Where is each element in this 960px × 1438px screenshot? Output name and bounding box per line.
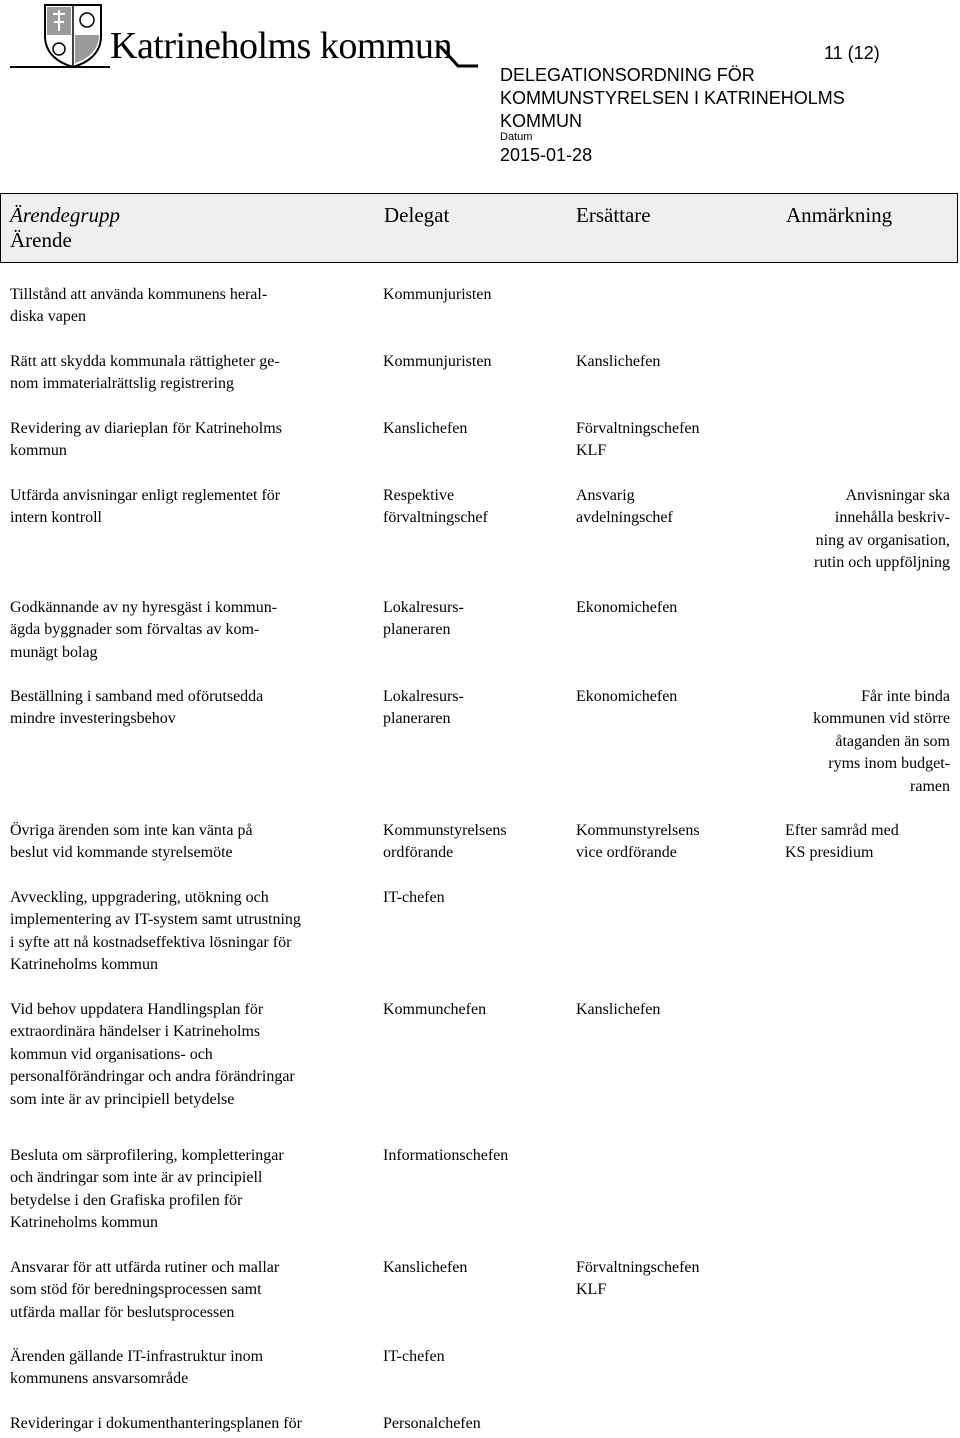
delegate-cell-line: Personalchefen bbox=[383, 1415, 481, 1432]
document-title-line: KOMMUN bbox=[500, 111, 582, 131]
remark-cell bbox=[785, 820, 960, 865]
remark-cell-line: ramen bbox=[910, 777, 950, 795]
delegate-cell bbox=[383, 597, 568, 642]
case-cell-line: Ärenden gällande IT-infrastruktur inom bbox=[10, 1348, 264, 1365]
delegate-cell bbox=[383, 1346, 568, 1368]
substitute-cell-line: avdelningschef bbox=[576, 509, 673, 527]
case-cell bbox=[10, 1346, 370, 1391]
case-cell-line: kommunens ansvarsområde bbox=[10, 1370, 189, 1388]
substitute-cell bbox=[576, 686, 776, 708]
substitute-cell-line: Ansvarig bbox=[576, 487, 635, 504]
delegate-cell-line: Informationschefen bbox=[383, 1147, 509, 1164]
substitute-cell-line: Förvaltningschefen bbox=[576, 420, 700, 437]
remark-cell-line: KS presidium bbox=[785, 844, 874, 862]
case-cell-line: kommun bbox=[10, 442, 67, 460]
logo-swoosh-icon bbox=[438, 40, 480, 70]
logo-text: Katrineholms kommun bbox=[110, 25, 452, 67]
substitute-cell-line: Kanslichefen bbox=[576, 353, 661, 370]
delegate-cell bbox=[383, 1413, 568, 1435]
case-cell bbox=[10, 999, 370, 1111]
delegate-cell-line: Kommunchefen bbox=[383, 1001, 487, 1018]
logo-underline bbox=[10, 66, 110, 68]
delegate-cell-line: Lokalresurs- bbox=[383, 599, 464, 616]
case-cell-line: Godkännande av ny hyresgäst i kommun- bbox=[10, 599, 278, 616]
delegate-cell-line: planeraren bbox=[383, 621, 451, 639]
document-title bbox=[500, 64, 845, 133]
case-cell-line: Katrineholms kommun bbox=[10, 1214, 158, 1232]
column-header-delegate: Delegat bbox=[384, 203, 450, 227]
substitute-cell-line: vice ordförande bbox=[576, 844, 677, 862]
case-cell bbox=[10, 597, 370, 664]
case-cell-line: nom immaterialrättslig registrering bbox=[10, 375, 234, 393]
table-header bbox=[0, 193, 958, 263]
substitute-cell bbox=[576, 820, 776, 865]
page-number: 11 (12) bbox=[824, 43, 880, 63]
date-label: Datum bbox=[500, 131, 533, 143]
remark-cell-line: ryms inom budget- bbox=[828, 755, 950, 773]
delegate-cell-line: Respektive bbox=[383, 487, 455, 504]
case-cell bbox=[10, 820, 370, 865]
remark-cell-line: åtaganden än som bbox=[835, 732, 950, 750]
delegate-cell-line: Kommunjuristen bbox=[383, 353, 492, 370]
case-cell-line: beslut vid kommande styrelsemöte bbox=[10, 844, 233, 862]
case-cell-line: Ansvarar för att utfärda rutiner och mallar bbox=[10, 1259, 280, 1276]
substitute-cell bbox=[576, 1257, 776, 1302]
case-cell bbox=[10, 686, 370, 731]
case-cell-line: Övriga ärenden som inte kan vänta på bbox=[10, 822, 253, 839]
remark-cell-line: Efter samråd med bbox=[785, 822, 899, 839]
column-header-substitute: Ersättare bbox=[576, 203, 651, 227]
case-cell-line: munägt bolag bbox=[10, 643, 98, 661]
case-cell bbox=[10, 485, 370, 530]
delegate-cell-line: ordförande bbox=[383, 844, 454, 862]
case-cell-line: diska vapen bbox=[10, 308, 86, 326]
case-cell-line: Katrineholms kommun bbox=[10, 956, 158, 974]
document-title-line: DELEGATIONSORDNING FÖR bbox=[500, 65, 755, 85]
remark-cell bbox=[755, 686, 950, 798]
substitute-cell bbox=[576, 597, 776, 619]
substitute-cell-line: Förvaltningschefen bbox=[576, 1259, 700, 1276]
remark-cell-line: rutin och uppföljning bbox=[814, 554, 950, 572]
case-cell-line: ägda byggnader som förvaltas av kom- bbox=[10, 621, 260, 639]
delegate-cell bbox=[383, 686, 568, 731]
substitute-cell-line: Ekonomichefen bbox=[576, 599, 678, 616]
substitute-cell-line: Kommunstyrelsens bbox=[576, 822, 700, 839]
delegate-cell-line: Kommunstyrelsens bbox=[383, 822, 507, 839]
delegate-cell bbox=[383, 1257, 568, 1279]
case-cell-line: betydelse i den Grafiska profilen för bbox=[10, 1191, 243, 1209]
delegate-cell-line: Kanslichefen bbox=[383, 1259, 468, 1276]
delegate-cell-line: IT-chefen bbox=[383, 1348, 445, 1365]
delegate-cell bbox=[383, 1145, 568, 1167]
delegate-cell bbox=[383, 887, 568, 909]
case-cell bbox=[10, 887, 370, 977]
delegate-cell-line: IT-chefen bbox=[383, 889, 445, 906]
case-cell-line: i syfte att nå kostnadseffektiva lösningar för bbox=[10, 933, 292, 951]
delegate-cell bbox=[383, 284, 568, 306]
substitute-cell-line: KLF bbox=[576, 442, 607, 460]
substitute-cell bbox=[576, 351, 776, 373]
delegate-cell-line: Kanslichefen bbox=[383, 420, 468, 437]
delegate-cell bbox=[383, 820, 568, 865]
document-title-line: KOMMUNSTYRELSEN I KATRINEHOLMS bbox=[500, 88, 845, 108]
case-cell-line: implementering av IT-system samt utrustning bbox=[10, 911, 301, 929]
delegate-cell-line: planeraren bbox=[383, 710, 451, 728]
case-cell-line: intern kontroll bbox=[10, 509, 102, 527]
remark-cell-line: innehålla beskriv- bbox=[834, 509, 950, 527]
delegate-cell bbox=[383, 351, 568, 373]
delegate-cell-line: förvaltningschef bbox=[383, 509, 488, 527]
case-cell-line: personalförändringar och andra förändringar bbox=[10, 1068, 295, 1086]
case-cell-line: Tillstånd att använda kommunens heral- bbox=[10, 286, 268, 303]
case-cell-line: Beställning i samband med oförutsedda bbox=[10, 688, 264, 705]
case-cell-line: och ändringar som inte är av principiell bbox=[10, 1169, 263, 1187]
case-cell bbox=[10, 284, 370, 329]
case-cell-line: Revideringar i dokumenthanteringsplanen för bbox=[10, 1415, 302, 1432]
case-cell-line: som stöd för beredningsprocessen samt bbox=[10, 1281, 262, 1299]
case-cell-line: Besluta om särprofilering, kompletteringar bbox=[10, 1147, 284, 1164]
delegate-cell bbox=[383, 999, 568, 1021]
substitute-cell-line: Ekonomichefen bbox=[576, 688, 678, 705]
remark-cell-line: Får inte binda bbox=[861, 688, 950, 705]
case-cell-line: Rätt att skydda kommunala rättigheter ge- bbox=[10, 353, 280, 370]
case-cell-line: som inte är av principiell betydelse bbox=[10, 1090, 235, 1108]
column-header-remark: Anmärkning bbox=[786, 203, 893, 227]
substitute-cell bbox=[576, 485, 776, 530]
case-cell-line: Vid behov uppdatera Handlingsplan för bbox=[10, 1001, 264, 1018]
case-cell-line: utfärda mallar för beslutsprocessen bbox=[10, 1303, 235, 1321]
case-cell-line: Revidering av diarieplan för Katrineholms bbox=[10, 420, 282, 437]
case-cell bbox=[10, 418, 370, 463]
case-cell-line: kommun vid organisations- och bbox=[10, 1045, 213, 1063]
substitute-cell-line: KLF bbox=[576, 1281, 607, 1299]
case-cell bbox=[10, 1413, 370, 1435]
municipality-crest-icon bbox=[42, 2, 104, 68]
remark-cell-line: kommunen vid större bbox=[813, 710, 950, 728]
substitute-cell bbox=[576, 999, 776, 1021]
header-case-label: Ärende bbox=[10, 228, 72, 252]
case-cell bbox=[10, 1145, 370, 1235]
case-cell-line: mindre investeringsbehov bbox=[10, 710, 176, 728]
remark-cell-line: Anvisningar ska bbox=[845, 487, 950, 504]
remark-cell bbox=[755, 485, 950, 575]
delegate-cell-line: Kommunjuristen bbox=[383, 286, 492, 303]
case-cell-line: Avveckling, uppgradering, utökning och bbox=[10, 889, 269, 906]
date-value: 2015-01-28 bbox=[500, 145, 593, 165]
case-cell bbox=[10, 351, 370, 396]
case-cell bbox=[10, 1257, 370, 1324]
header-group-label: Ärendegrupp bbox=[10, 203, 121, 227]
substitute-cell bbox=[576, 418, 776, 463]
delegate-cell-line: Lokalresurs- bbox=[383, 688, 464, 705]
delegate-cell bbox=[383, 418, 568, 440]
remark-cell-line: ning av organisation, bbox=[815, 531, 950, 549]
column-header-case bbox=[10, 203, 120, 253]
delegate-cell bbox=[383, 485, 568, 530]
case-cell-line: Utfärda anvisningar enligt reglementet för bbox=[10, 487, 281, 504]
case-cell-line: extraordinära händelser i Katrineholms bbox=[10, 1023, 261, 1041]
substitute-cell-line: Kanslichefen bbox=[576, 1001, 661, 1018]
